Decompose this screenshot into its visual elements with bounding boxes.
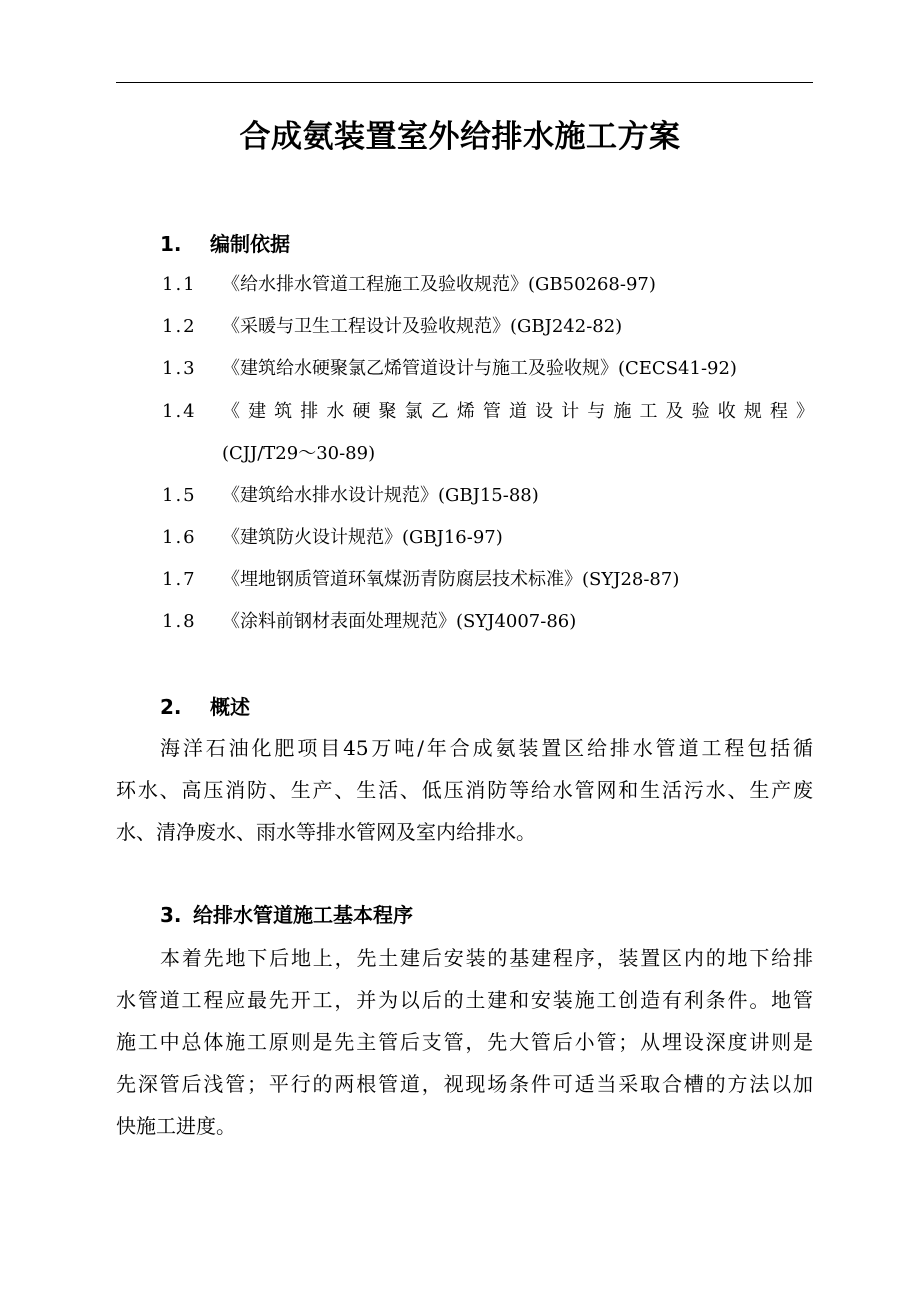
paragraph-line: 水、清净废水、雨水等排水管网及室内给排水。 xyxy=(116,820,536,844)
overview-paragraph xyxy=(116,727,813,853)
section-1-heading xyxy=(160,229,290,259)
section-number: 2. xyxy=(160,695,182,719)
reference-text: 《建筑排水硬聚氯乙烯管道设计与施工及验收规程》 xyxy=(222,401,814,422)
document-title: 合成氨装置室外给排水施工方案 xyxy=(239,119,681,155)
reference-item xyxy=(162,481,539,511)
reference-item xyxy=(162,565,679,595)
reference-item xyxy=(162,312,622,342)
reference-number: 1.4 xyxy=(162,401,197,422)
reference-item xyxy=(162,354,737,384)
reference-text: 《埋地钢质管道环氧煤沥青防腐层技术标准》(SYJ28-87) xyxy=(222,569,680,590)
section-2-heading xyxy=(160,692,250,722)
reference-text: 《建筑给水排水设计规范》(GBJ15-88) xyxy=(222,485,539,506)
reference-text: 《建筑给水硬聚氯乙烯管道设计与施工及验收规》(CECS41-92) xyxy=(222,358,737,379)
section-3-heading xyxy=(160,900,413,930)
section-title: 给排水管道施工基本程序 xyxy=(193,903,413,927)
reference-number: 1.6 xyxy=(162,527,197,548)
paragraph-line: 水管道工程应最先开工，并为以后的土建和安装施工创造有利条件。地管 xyxy=(116,988,813,1012)
paragraph-line: 施工中总体施工原则是先主管后支管，先大管后小管；从埋设深度讲则是 xyxy=(116,1030,813,1054)
reference-text: 《涂料前钢材表面处理规范》(SYJ4007-86) xyxy=(222,611,577,632)
header-rule xyxy=(116,82,813,83)
paragraph-line: 先深管后浅管；平行的两根管道，视现场条件可适当采取合槽的方法以加 xyxy=(116,1072,813,1096)
reference-number: 1.7 xyxy=(162,569,197,590)
reference-text: 《给水排水管道工程施工及验收规范》(GB50268-97) xyxy=(222,274,656,295)
reference-number: 1.2 xyxy=(162,316,197,337)
reference-text: 《建筑防火设计规范》(GBJ16-97) xyxy=(222,527,503,548)
reference-text: 《采暖与卫生工程设计及验收规范》(GBJ242-82) xyxy=(222,316,623,337)
section-number: 3. xyxy=(160,903,182,927)
reference-number: 1.8 xyxy=(162,611,197,632)
section-number: 1. xyxy=(160,232,182,256)
reference-number: 1.5 xyxy=(162,485,197,506)
reference-number: 1.3 xyxy=(162,358,197,379)
reference-item xyxy=(162,607,576,637)
reference-number: 1.1 xyxy=(162,274,197,295)
section-title: 编制依据 xyxy=(210,232,290,256)
section-title: 概述 xyxy=(210,695,250,719)
paragraph-line: 本着先地下后地上，先土建后安装的基建程序，装置区内的地下给排 xyxy=(160,946,813,970)
reference-item xyxy=(162,523,503,553)
reference-item xyxy=(162,270,656,300)
procedure-paragraph xyxy=(116,937,813,1147)
paragraph-line: 环水、高压消防、生产、生活、低压消防等给水管网和生活污水、生产废 xyxy=(116,778,813,802)
reference-text-continuation: (CJJ/T29～30-89) xyxy=(222,443,376,464)
reference-item xyxy=(162,397,814,427)
paragraph-line: 海洋石油化肥项目45万吨/年合成氨装置区给排水管道工程包括循 xyxy=(160,736,813,760)
paragraph-line: 快施工进度。 xyxy=(116,1114,236,1138)
